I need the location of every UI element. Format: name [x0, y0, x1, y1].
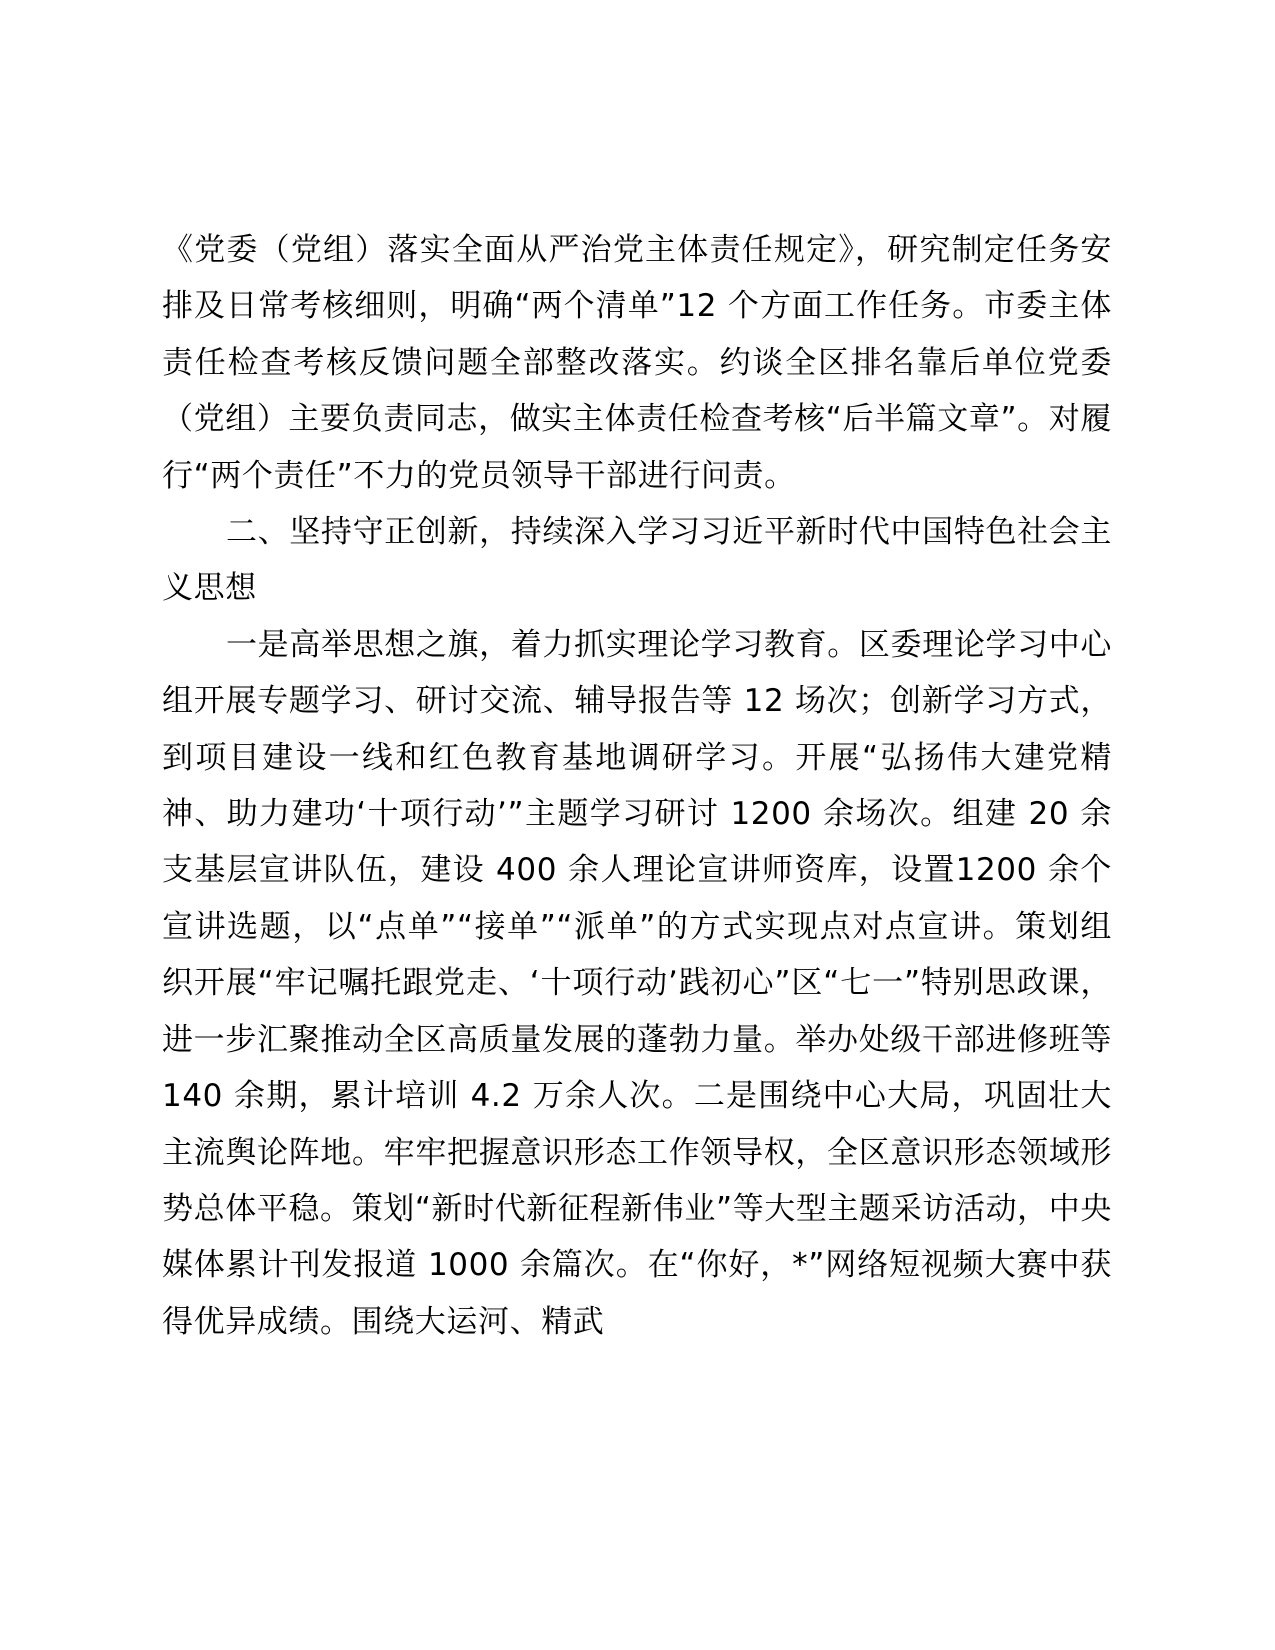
- section-heading: 二、坚持守正创新，持续深入学习习近平新时代中国特色社会主义思想: [162, 514, 1112, 607]
- document-body: [162, 222, 1112, 1350]
- paragraph-continuation: 《党委（党组）落实全面从严治党主体责任规定》，研究制定任务安排及日常考核细则，明确“两个清单”12 个方面工作任务。市委主体责任检查考核反馈问题全部整改落实。约谈全区排名靠后单位党委（党组）主要负责同志，做实主体责任检查考核“后半篇文章”。对履行“两个责任”不力的党员领导干部进行问责。: [162, 232, 1112, 494]
- paragraph-body: 一是高举思想之旗，着力抓实理论学习教育。区委理论学习中心组开展专题学习、研讨交流、辅导报告等 12 场次；创新学习方式，到项目建设一线和红色教育基地调研学习。开展“弘扬伟大建党精神、助力建功‘十项行动’”主题学习研讨 1200 余场次。组建 20 余支基层宣讲队伍，建设 400 余人理论宣讲师资库，设置1200 余个宣讲选题，以“点单”“接单”“派单”的方式实现点对点宣讲。策划组织开展“牢记嘱托跟党走、‘十项行动’践初心”区“七一”特别思政课，进一步汇聚推动全区高质量发展的蓬勃力量。举办处级干部进修班等 140 余期，累计培训 4.2 万余人次。二是围绕中心大局，巩固壮大主流舆论阵地。牢牢把握意识形态工作领导权，全区意识形态领域形势总体平稳。策划“新时代新征程新伟业”等大型主题采访活动，中央媒体累计刊发报道 1000 余篇次。在“你好，*”网络短视频大赛中获得优异成绩。围绕大运河、精武: [162, 626, 1112, 1340]
